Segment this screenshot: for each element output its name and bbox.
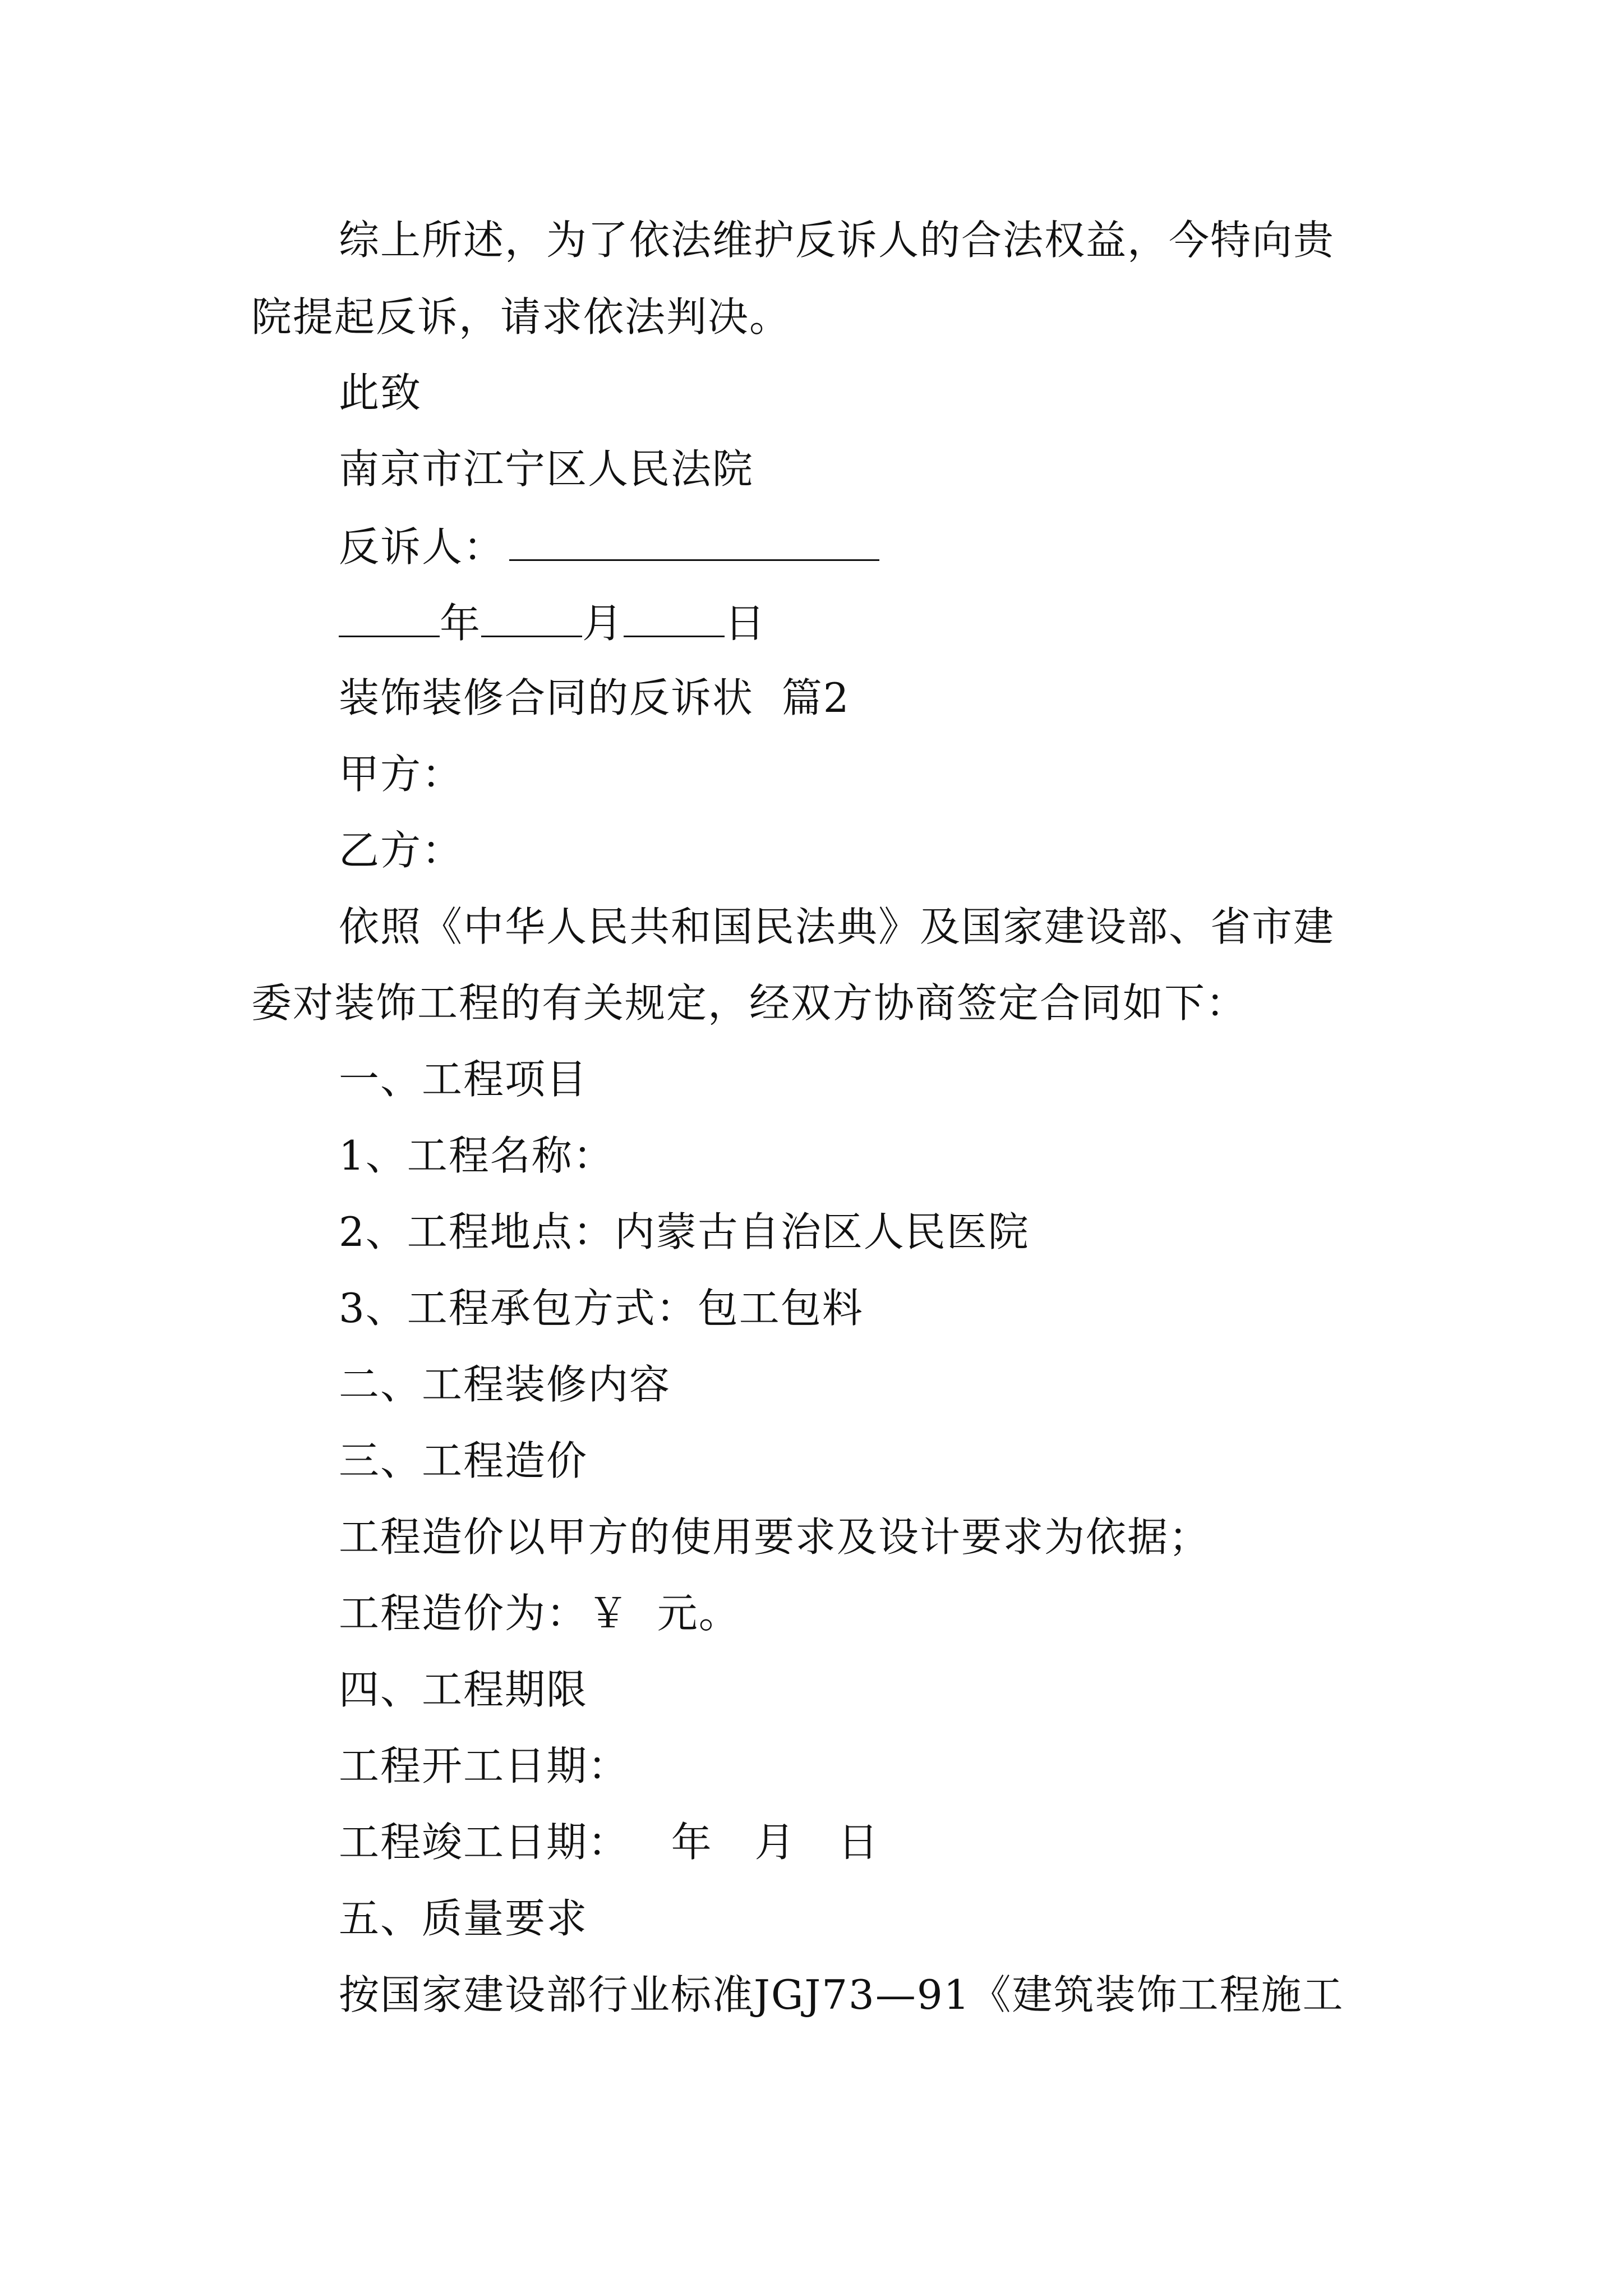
heading-quality-requirements: 五、质量要求 [339, 1895, 588, 1942]
start-date: 工程开工日期： [339, 1742, 630, 1789]
paragraph-summary-line-2: 院提起反诉，请求依法判决。 [251, 293, 791, 341]
contract-preamble-line-2: 委对装饰工程的有关规定，经双方协商签定合同如下： [251, 979, 1248, 1027]
heading-decoration-content: 二、工程装修内容 [339, 1361, 671, 1408]
paragraph-summary-line-1: 综上所述，为了依法维护反诉人的合法权益，今特向贵 [339, 217, 1335, 264]
signature-blank [509, 520, 879, 561]
counterclaimant-label: 反诉人： [339, 523, 505, 570]
cost-amount: 工程造价为：￥ 元。 [339, 1590, 740, 1637]
item-project-name: 1、工程名称： [339, 1132, 615, 1179]
party-a: 甲方： [339, 751, 464, 798]
month-label: 月 [582, 600, 624, 647]
section-title: 装饰装修合同的反诉状 篇2 [339, 674, 850, 721]
heading-project: 一、工程项目 [339, 1056, 588, 1103]
salutation: 此致 [339, 369, 422, 416]
party-b: 乙方： [339, 827, 464, 874]
court-name: 南京市江宁区人民法院 [339, 445, 754, 493]
month-blank [481, 596, 582, 637]
year-label: 年 [440, 600, 482, 647]
contract-preamble-line-1: 依照《中华人民共和国民法典》及国家建设部、省市建 [339, 903, 1335, 950]
item-contract-method: 3、工程承包方式：包工包料 [339, 1285, 864, 1332]
day-blank [624, 596, 725, 637]
cost-basis: 工程造价以甲方的使用要求及设计要求为依据； [339, 1513, 1211, 1561]
date-line [339, 596, 766, 648]
year-blank [339, 596, 440, 637]
counterclaimant-signature-line [339, 520, 879, 572]
day-label: 日 [725, 600, 767, 647]
completion-date: 工程竣工日期： 年 月 日 [339, 1819, 879, 1866]
item-project-location: 2、工程地点：内蒙古自治区人民医院 [339, 1208, 1030, 1255]
heading-project-duration: 四、工程期限 [339, 1666, 588, 1713]
quality-standard-line: 按国家建设部行业标准JGJ73—91《建筑装饰工程施工 [339, 1971, 1344, 2018]
heading-project-cost: 三、工程造价 [339, 1437, 588, 1484]
